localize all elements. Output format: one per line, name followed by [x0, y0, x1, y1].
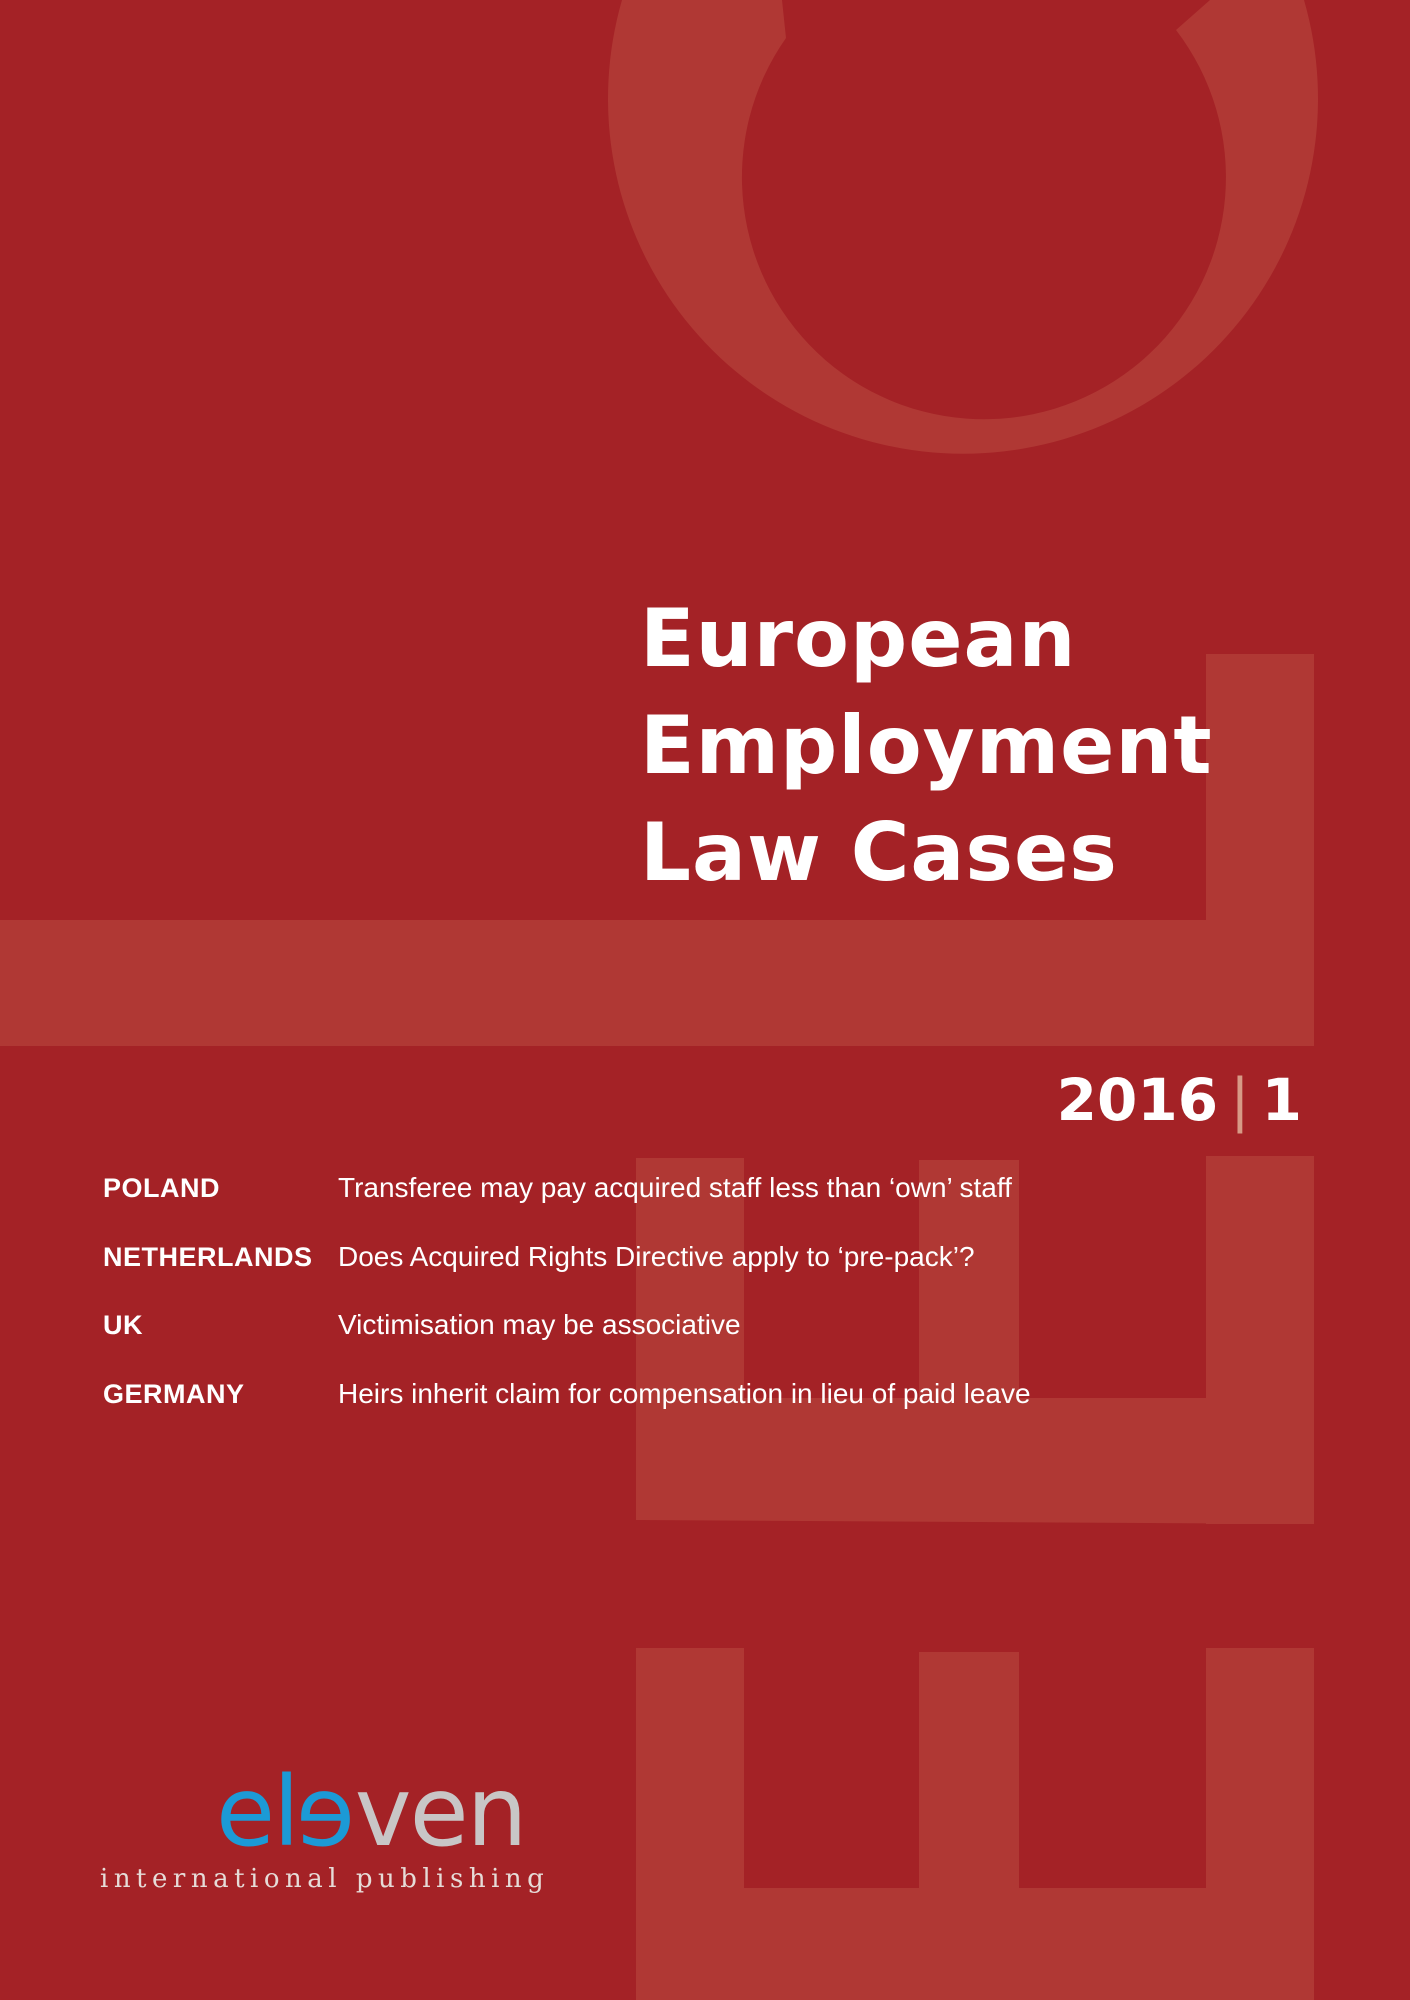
- case-country: NETHERLANDS: [103, 1241, 313, 1272]
- eleven-wordmark: [216, 1756, 549, 1868]
- case-list: [103, 1172, 1031, 1446]
- publisher-logo: [100, 1756, 550, 1894]
- case-item: [103, 1378, 1031, 1447]
- publisher-subtitle: international publishing: [100, 1864, 550, 1894]
- case-country: UK: [103, 1310, 143, 1340]
- title-line-1: European: [640, 592, 1077, 685]
- title-line-2: Employment: [640, 699, 1213, 792]
- logo-part-el: el: [216, 1756, 298, 1868]
- c-letter-shape: [608, 0, 1318, 454]
- case-country: POLAND: [103, 1173, 220, 1203]
- case-headline: Victimisation may be associative: [338, 1309, 741, 1340]
- logo-part-reversed-e: e: [297, 1756, 355, 1868]
- case-headline: Does Acquired Rights Directive apply to ‘pre-pack’?: [338, 1240, 975, 1272]
- title-line-3: Law Cases: [640, 806, 1118, 899]
- l-letter-horizontal: [0, 920, 1314, 1046]
- issue-year: 2016: [1056, 1066, 1219, 1134]
- case-item: [103, 1309, 1031, 1378]
- issue-no: 1: [1261, 1066, 1302, 1134]
- case-item: [103, 1172, 1031, 1241]
- issue-number: [1057, 1065, 1302, 1135]
- logo-part-ven: ven: [354, 1756, 526, 1868]
- case-headline: Transferee may pay acquired staff less than ‘own’ staff: [338, 1172, 1012, 1203]
- e2-letter-bar: [636, 1888, 1314, 2000]
- case-item: [103, 1241, 1031, 1310]
- case-country: GERMANY: [103, 1378, 245, 1409]
- case-headline: Heirs inherit claim for compensation in lieu of paid leave: [338, 1377, 1031, 1409]
- issue-separator: |: [1230, 1066, 1250, 1134]
- journal-title: [640, 585, 1213, 906]
- e2-letter-middle-prong: [919, 1652, 1019, 1892]
